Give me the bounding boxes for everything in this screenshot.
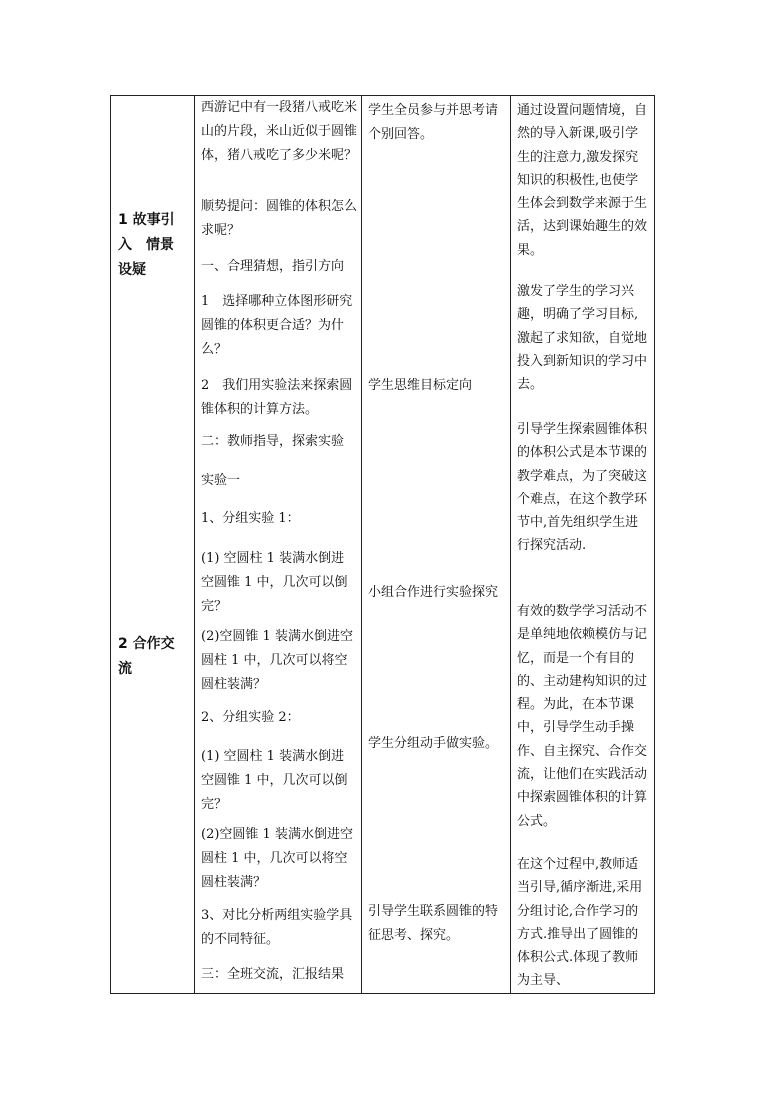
student-paragraph: 学生思维目标定向 — [368, 378, 473, 393]
content-paragraph: 2、分组实验 2： — [201, 710, 300, 725]
content-paragraph: 二：教师指导，探索实验 — [201, 434, 345, 449]
intent-paragraph: 引导学生探索圆锥体积的体积公式是本节课的教学难点，为了突破这个难点，在这个教学环节中,首先组织学生进行探究活动. — [517, 422, 648, 554]
column-divider — [510, 95, 511, 993]
stage-label: 1 故事引入 情景设疑 — [118, 212, 175, 278]
content-paragraph: 三：全班交流，汇报结果 — [201, 967, 345, 982]
content-column — [201, 95, 357, 993]
content-paragraph: (2)空圆锥 1 装满水倒进空圆柱 1 中，几次可以将空圆柱装满？ — [201, 827, 353, 890]
student-paragraph: 学生全员参与并思考请个别回答。 — [368, 103, 499, 142]
student-paragraph: 小组合作进行实验探究 — [368, 585, 499, 600]
student-paragraph: 引导学生联系圆锥的特征思考、探究。 — [368, 904, 499, 943]
content-paragraph: 1 选择哪种立体图形研究圆锥的体积更合适？为什么？ — [201, 294, 353, 357]
intent-paragraph: 在这个过程中,教师适当引导,循序渐进,采用分组讨论,合作学习的方式.推导出了圆锥的体积公式.体现了教师为主导、 — [517, 857, 643, 989]
content-paragraph: 1、分组实验 1： — [201, 511, 300, 526]
content-paragraph: 顺势提问：圆锥的体积怎么求呢？ — [201, 199, 358, 238]
intent-column — [517, 95, 649, 993]
column-divider — [194, 95, 195, 993]
content-paragraph: 2 我们用实验法来探索圆锥体积的计算方法。 — [201, 378, 353, 417]
content-paragraph: (1) 空圆柱 1 装满水倒进空圆锥 1 中，几次可以倒完？ — [201, 749, 348, 812]
stage-label: 2 合作交流 — [118, 636, 175, 677]
content-paragraph: 一、合理猜想，指引方向 — [201, 259, 345, 274]
content-paragraph: (2)空圆锥 1 装满水倒进空圆柱 1 中，几次可以将空圆柱装满？ — [201, 629, 353, 692]
intent-paragraph: 激发了学生的学习兴趣，明确了学习目标,激起了求知欲，自觉地投入到新知识的学习中去。 — [517, 284, 648, 393]
column-divider — [361, 95, 362, 993]
content-paragraph: 3、对比分析两组实验学具的不同特征。 — [201, 908, 353, 947]
content-paragraph: 西游记中有一段猪八戒吃米山的片段，米山近似于圆锥体，猪八戒吃了多少米呢？ — [201, 100, 358, 163]
content-paragraph: 实验一 — [201, 473, 241, 488]
student-column — [368, 95, 504, 993]
intent-paragraph: 通过设置问题情境，自然的导入新课,吸引学生的注意力,激发探究知识的积极性,也使学生体会到数学来源于生活，达到课始趣生的效果。 — [517, 103, 648, 258]
student-paragraph: 学生分组动手做实验。 — [368, 736, 499, 751]
intent-paragraph: 有效的数学学习活动不是单纯地依赖模仿与记忆，而是一个有目的的、主动建构知识的过程。为此，在本节课中，引导学生动手操作、自主探究、合作交流，让他们在实践活动中探索圆锥体积的计算公式。 — [517, 604, 648, 829]
content-paragraph: (1) 空圆柱 1 装满水倒进空圆锥 1 中，几次可以倒完？ — [201, 551, 348, 614]
